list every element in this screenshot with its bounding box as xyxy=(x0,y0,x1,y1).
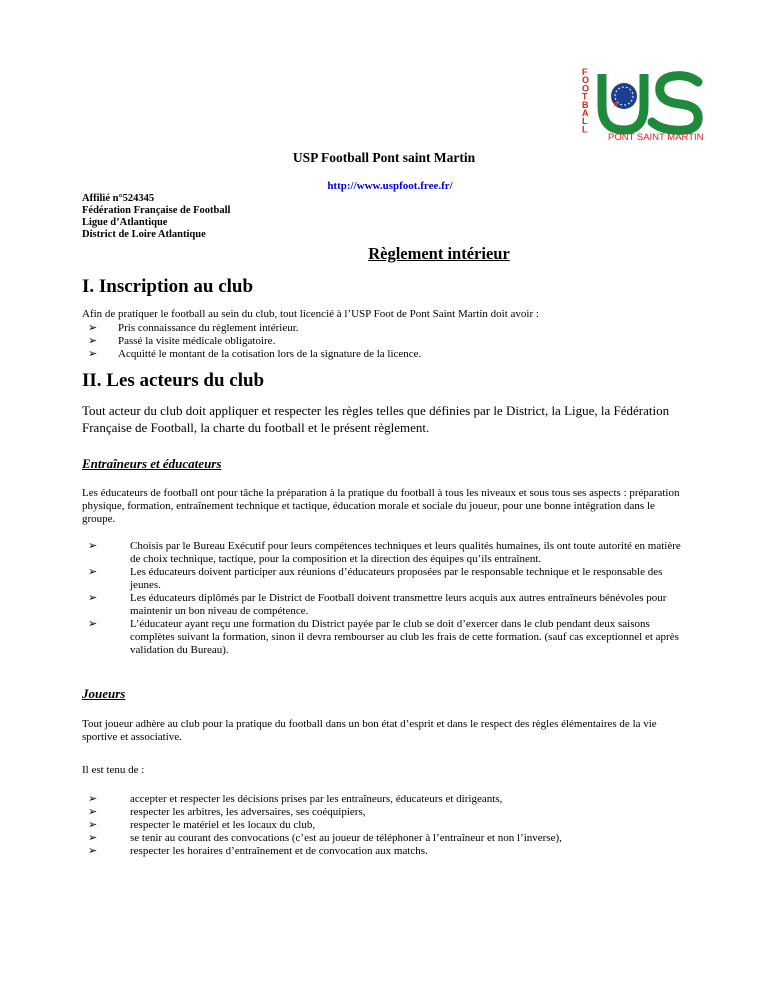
educateurs-list xyxy=(88,540,692,657)
list-item-text: accepter et respecter les décisions prises par les entraîneurs, éducateurs et dirigeants, xyxy=(130,793,503,805)
arrow-bullet-icon: ➢ xyxy=(88,540,98,552)
section-heading-acteurs: II. Les acteurs du club xyxy=(82,370,265,391)
list-item xyxy=(88,335,688,348)
list-item-text: se tenir au courant des convocations (c’est au joueur de téléphoner à l’entraîneur et non l’inverse), xyxy=(130,832,562,844)
list-item-text: Choisis par le Bureau Exécutif pour leurs compétences techniques et leurs qualités humaines, ils ont toute autorité en matière de choix technique, tactique, pour la composition et la direction des équipes qu’ils entraînent. xyxy=(130,540,681,565)
list-item xyxy=(88,793,692,806)
list-item xyxy=(88,806,692,819)
list-item-text: Pris connaissance du règlement intérieur. xyxy=(118,322,299,334)
arrow-bullet-icon: ➢ xyxy=(88,832,98,844)
arrow-bullet-icon: ➢ xyxy=(88,845,98,857)
list-item-text: respecter le matériel et les locaux du club, xyxy=(130,819,316,831)
section-intro: Tout acteur du club doit appliquer et respecter les règles telles que définies par le District, la Ligue, la Fédération Française de Football, la charte du football et le présent règlement. xyxy=(82,403,670,435)
subsection-heading-joueurs: Joueurs xyxy=(82,686,126,701)
logo-tagline: PONT SAINT MARTIN xyxy=(608,132,704,142)
list-item-text: respecter les horaires d’entraînement et de convocation aux matchs. xyxy=(130,845,428,857)
club-title: USP Football Pont saint Martin xyxy=(292,150,476,165)
club-website-link[interactable]: http://www.uspfoot.free.fr/ xyxy=(327,180,453,192)
logo-letter: L xyxy=(582,116,588,127)
document-title: Règlement intérieur xyxy=(368,244,510,263)
logo-letter: T xyxy=(582,91,588,102)
arrow-bullet-icon: ➢ xyxy=(88,592,98,604)
list-item xyxy=(88,832,692,845)
list-item xyxy=(88,566,692,592)
arrow-bullet-icon: ➢ xyxy=(88,806,98,818)
logo-letter: L xyxy=(582,124,588,135)
affiliation-line: Affilié n°524345 xyxy=(82,193,155,204)
affiliation-line: District de Loire Atlantique xyxy=(82,229,206,240)
section-heading-inscription: I. Inscription au club xyxy=(82,276,254,297)
list-item xyxy=(88,592,692,618)
joueurs-list xyxy=(88,793,692,858)
logo-letter: O xyxy=(582,75,590,86)
arrow-bullet-icon: ➢ xyxy=(88,566,98,578)
affiliation-line: Ligue d’Atlantique xyxy=(82,217,168,228)
arrow-bullet-icon: ➢ xyxy=(88,335,98,347)
logo-letter: A xyxy=(582,108,589,118)
inscription-list xyxy=(88,322,688,361)
list-item xyxy=(88,845,692,858)
arrow-bullet-icon: ➢ xyxy=(88,348,98,360)
subsection-intro: Tout joueur adhère au club pour la pratique du football dans un bon état d’esprit et dans le respect des règles élémentaires de la vie sportive et associative. xyxy=(82,718,657,743)
logo-letter: O xyxy=(582,83,590,94)
logo-letter: B xyxy=(582,99,589,110)
affiliation-line: Fédération Française de Football xyxy=(82,205,231,216)
list-item-text: Acquitté le montant de la cotisation lors de la signature de la licence. xyxy=(118,348,422,360)
arrow-bullet-icon: ➢ xyxy=(88,793,98,805)
list-item xyxy=(88,819,692,832)
list-item xyxy=(88,540,692,566)
club-logo-graphic xyxy=(578,66,718,142)
arrow-bullet-icon: ➢ xyxy=(88,819,98,831)
logo-letter: F xyxy=(582,67,588,77)
club-logo xyxy=(578,66,718,142)
list-item-text: Les éducateurs doivent participer aux réunions d’éducateurs proposées par le responsable technique et le responsable des jeunes. xyxy=(130,566,663,591)
list-item-text: respecter les arbitres, les adversaires, ses coéquipiers, xyxy=(130,806,366,818)
list-item-text: Passé la visite médicale obligatoire. xyxy=(118,335,276,347)
section-intro: Afin de pratiquer le football au sein du club, tout licencié à l’USP Foot de Pont Saint Martin doit avoir : xyxy=(82,308,539,320)
subsection-lead: Il est tenu de : xyxy=(82,764,145,776)
list-item xyxy=(88,618,692,657)
subsection-intro: Les éducateurs de football ont pour tâche la préparation à la pratique du football à tous les niveaux et sous tous ses aspects : préparation physique, formation, entraînement technique et tactique, éducation morale et sociale du joueur, pour une bonne intégration dans le groupe. xyxy=(82,487,680,525)
list-item-text: Les éducateurs diplômés par le District de Football doivent transmettre leurs acquis aux autres entraîneurs bénévoles pour maintenir un bon niveau de compétence. xyxy=(130,592,667,617)
list-item xyxy=(88,348,688,361)
affiliation-block xyxy=(82,193,230,241)
arrow-bullet-icon: ➢ xyxy=(88,322,98,334)
list-item-text: L’éducateur ayant reçu une formation du District payée par le club se doit d’exercer dans le club pendant deux saisons complètes suivant la formation, sinon il devra rembourser au club les frais de cette formation. (sauf cas exceptionnel et après validation du Bureau). xyxy=(130,618,679,656)
arrow-bullet-icon: ➢ xyxy=(88,618,98,630)
subsection-heading-educateurs: Entraîneurs et éducateurs xyxy=(82,456,222,471)
list-item xyxy=(88,322,688,335)
